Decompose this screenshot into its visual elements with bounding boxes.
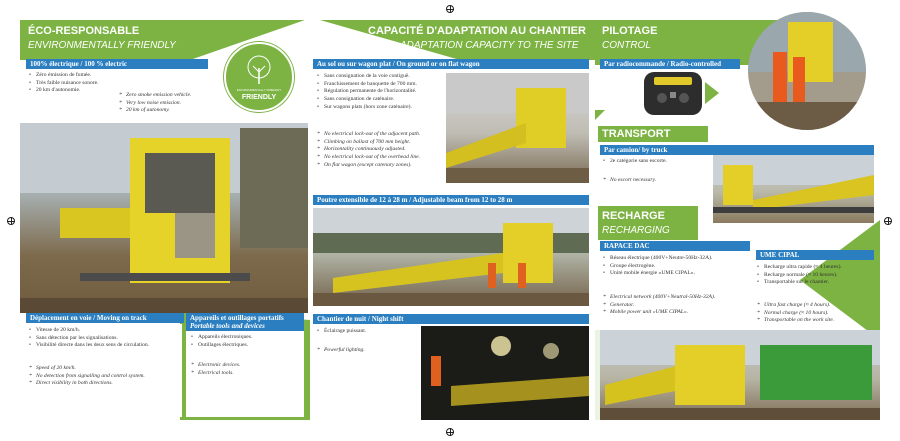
ground-en-list bbox=[316, 131, 420, 170]
ground-illustration bbox=[446, 73, 589, 183]
ground-fr-item: • Régulation permanente de l'horizontalité. bbox=[316, 88, 417, 96]
ground-photo bbox=[446, 73, 589, 183]
night-bar: Chantier de nuit / Night shift bbox=[313, 314, 589, 324]
rapace-bar: RAPACE DAC bbox=[600, 241, 750, 251]
ume-en-item: * Ultra fast charge (≈ 4 hours). bbox=[756, 302, 834, 310]
rapace-en-item: * Generator. bbox=[602, 302, 715, 310]
rapace-en-item: * Electrical network (400V+Neutral-50Hz-32A). bbox=[602, 294, 715, 302]
ground-en-item: * Climbing on ballast of 700 mm height. bbox=[316, 139, 420, 147]
pilot-title: PILOTAGE bbox=[602, 25, 658, 37]
ume-en-item: * Transportable on the work site. bbox=[756, 317, 834, 325]
tools-bar-en: Portable tools and devices bbox=[190, 322, 265, 330]
rapace-fr-item: • Réseau électrique (400V+Neutre-50Hz-32A). bbox=[602, 255, 712, 263]
truck-fr-list bbox=[602, 158, 667, 166]
remote-bar: Par radiocommande / Radio-controlled bbox=[600, 59, 740, 69]
tools-bar bbox=[186, 313, 304, 331]
ume-fr-item: • Recharge normale (≈ 10 heures). bbox=[756, 272, 842, 280]
truck-bar: Par camion/ by truck bbox=[600, 145, 874, 155]
move-en-item: * Speed of 20 km/h. bbox=[28, 365, 145, 373]
rapace-fr-list bbox=[602, 255, 712, 278]
ground-en-item: * Horizontality continuously adjusted. bbox=[316, 146, 420, 154]
ground-fr-list bbox=[316, 73, 417, 112]
tools-bar-fr: Appareils et outillages portatifs bbox=[190, 314, 284, 322]
ume-bar: UME CIPAL bbox=[756, 250, 874, 260]
eco-en-item: * 20 km of autonomy. bbox=[118, 107, 191, 115]
move-fr-item: • Visibilité directe dans les deux sens de circulation. bbox=[28, 342, 149, 350]
logo-small-text: ENVIRONMENTALLY FRIENDLY bbox=[236, 88, 282, 92]
ume-en-list bbox=[756, 302, 834, 325]
registration-mark-right bbox=[884, 217, 892, 225]
rapace-fr-item: • Unité mobile énergie «UME CIPAL». bbox=[602, 270, 712, 278]
move-en-item: * No detection from signalling and control system. bbox=[28, 373, 145, 381]
beam-bar: Poutre extensible de 12 à 28 m / Adjustable beam from 12 to 28 m bbox=[313, 195, 589, 205]
pilot-illustration bbox=[748, 12, 866, 130]
night-fr-list bbox=[316, 328, 366, 336]
move-fr-list bbox=[28, 327, 149, 350]
ume-fr-item: • Transportable sur le chantier. bbox=[756, 279, 842, 287]
tools-en-list bbox=[190, 362, 240, 377]
move-bar: Déplacement en voie / Moving on track bbox=[26, 313, 184, 323]
eco-en-item: * Very low noise emission. bbox=[118, 100, 191, 108]
night-photo bbox=[421, 326, 589, 420]
ground-en-item: * No electrical lock-out of the overhead line. bbox=[316, 154, 420, 162]
recharge-subtitle: RECHARGING bbox=[602, 225, 670, 236]
truck-photo bbox=[713, 155, 874, 223]
night-en-list bbox=[316, 347, 365, 355]
eco-fr-item: • 20 km d'autonomie. bbox=[28, 87, 99, 95]
ground-bar: Au sol ou sur wagon plat / On ground or on flat wagon bbox=[313, 59, 589, 69]
ground-fr-item: • Sur wagons plats (hors zone caténaire). bbox=[316, 104, 417, 112]
logo-text: FRIENDLY bbox=[241, 94, 277, 101]
night-fr-item: • Éclairage puissant. bbox=[316, 328, 366, 336]
ume-fr-item: • Recharge ultra rapide (≈ 4 heures). bbox=[756, 264, 842, 272]
arrow-right-icon bbox=[705, 82, 719, 104]
tools-fr-list bbox=[190, 334, 252, 349]
move-en-list bbox=[28, 365, 145, 388]
machine-photo-eco bbox=[20, 123, 308, 313]
night-illustration bbox=[421, 326, 589, 420]
eco-fr-item: • Zéro émission de fumée. bbox=[28, 72, 99, 80]
truck-fr-item: • 2e catégorie sans escorte. bbox=[602, 158, 667, 166]
move-en-item: * Direct visibility in both directions. bbox=[28, 380, 145, 388]
tools-en-item: * Electrical tools. bbox=[190, 370, 240, 378]
ground-fr-item: • Sans consignation de la voie contiguë. bbox=[316, 73, 417, 81]
ume-fr-list bbox=[756, 264, 842, 287]
registration-mark-left bbox=[7, 217, 15, 225]
ground-en-item: * No electrical lock-out of the adjacent path. bbox=[316, 131, 420, 139]
beam-illustration bbox=[313, 208, 589, 306]
beam-photo bbox=[313, 208, 589, 306]
night-en-item: * Powerful lighting. bbox=[316, 347, 365, 355]
move-fr-item: • Sans détection par les signalisations. bbox=[28, 335, 149, 343]
tools-fr-item: • Appareils électroniques. bbox=[190, 334, 252, 342]
truck-en-item: * No escort necessary. bbox=[602, 177, 656, 185]
eco-logo bbox=[224, 42, 294, 112]
eco-fr-item: • Très faible nuisance sonore. bbox=[28, 80, 99, 88]
eco-title: ÉCO-RESPONSABLE bbox=[28, 25, 140, 37]
pilot-photo bbox=[748, 12, 866, 130]
pilot-subtitle: CONTROL bbox=[602, 40, 651, 51]
eco-en-list bbox=[118, 92, 191, 115]
tools-fr-item: • Outillages électriques. bbox=[190, 342, 252, 350]
rapace-fr-item: • Groupe électrogène. bbox=[602, 263, 712, 271]
eco-en-item: * Zero smoke emission vehicle. bbox=[118, 92, 191, 100]
registration-mark-top bbox=[446, 5, 454, 13]
eco-fr-list bbox=[28, 72, 99, 95]
eco-subtitle: ENVIRONMENTALLY FRIENDLY bbox=[28, 40, 176, 51]
machine-illustration bbox=[20, 123, 308, 313]
eco-electric-bar: 100% électrique / 100 % electric bbox=[26, 59, 208, 69]
capacity-title: CAPACITÉ D'ADAPTATION AU CHANTIER bbox=[368, 25, 586, 37]
recharge-title: RECHARGE bbox=[602, 210, 665, 222]
ground-fr-item: • Sans consignation de caténaire. bbox=[316, 96, 417, 104]
tree-icon bbox=[224, 42, 294, 112]
transport-title: TRANSPORT bbox=[602, 128, 671, 140]
remote-control-icon bbox=[644, 72, 702, 115]
recharge-photo bbox=[600, 330, 880, 420]
truck-en-list bbox=[602, 177, 656, 185]
ground-en-item: * On flat wagon (except catenary zones). bbox=[316, 162, 420, 170]
rapace-en-list bbox=[602, 294, 715, 317]
tools-en-item: * Electronic devices. bbox=[190, 362, 240, 370]
recharge-illustration bbox=[600, 330, 880, 420]
truck-illustration bbox=[713, 155, 874, 223]
ume-en-item: * Normal charge (≈ 10 hours). bbox=[756, 310, 834, 318]
move-fr-item: • Vitesse de 20 km/h. bbox=[28, 327, 149, 335]
ground-fr-item: • Franchissement de banquette de 700 mm. bbox=[316, 81, 417, 89]
registration-mark-bottom bbox=[446, 428, 454, 436]
rapace-en-item: * Mobile power unit «UME CIPAL». bbox=[602, 309, 715, 317]
capacity-subtitle: ADAPTATION CAPACITY TO THE SITE bbox=[400, 40, 579, 51]
